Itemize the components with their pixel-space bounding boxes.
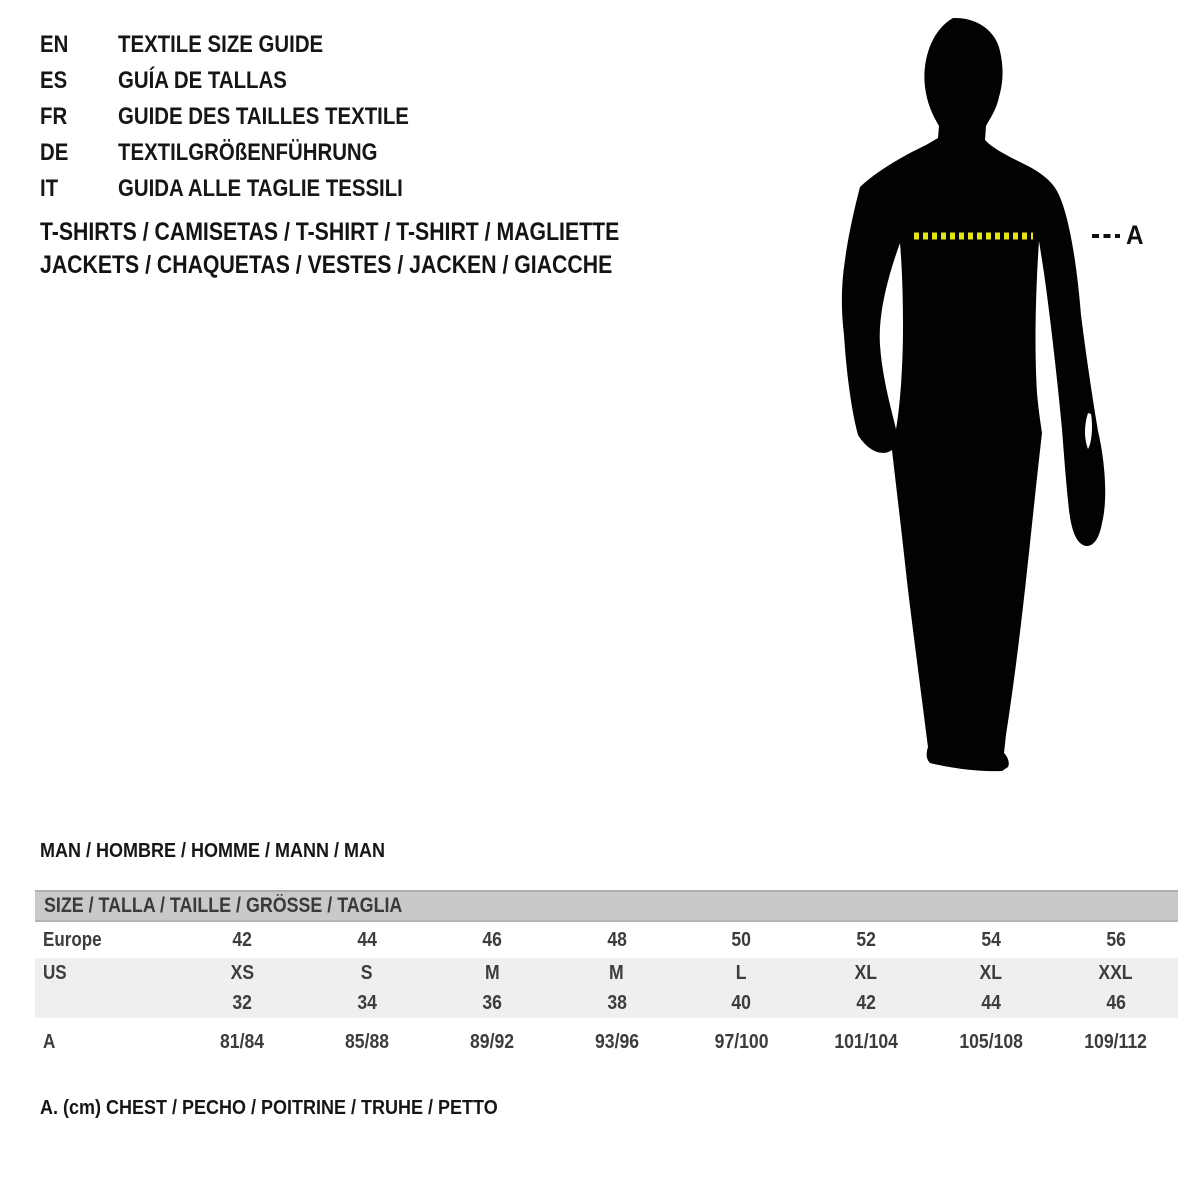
cell-value: 109/112	[1084, 1030, 1147, 1053]
lang-code: IT	[40, 175, 59, 202]
lang-title: GUÍA DE TALLAS	[118, 67, 287, 94]
lang-code: ES	[40, 67, 68, 94]
cell-value: 36	[482, 991, 502, 1014]
measurement-footnote: A. (cm) CHEST / PECHO / POITRINE / TRUHE / PETTO	[40, 1097, 498, 1119]
category-line-tshirts: T-SHIRTS / CAMISETAS / T-SHIRT / T-SHIRT / MAGLIETTE	[40, 218, 620, 246]
category-line-jackets: JACKETS / CHAQUETAS / VESTES / JACKEN / GIACCHE	[40, 251, 613, 279]
cell-value: 44	[981, 991, 1001, 1014]
cell-value: 32	[232, 991, 253, 1014]
lang-title: TEXTILE SIZE GUIDE	[118, 31, 324, 58]
language-list	[40, 27, 460, 207]
size-table-section	[35, 890, 1178, 1060]
cell-value: 38	[606, 991, 627, 1014]
lang-row-fr	[40, 99, 460, 135]
cell-value: 105/108	[959, 1030, 1023, 1053]
lang-title: TEXTILGRÖßENFÜHRUNG	[118, 139, 378, 166]
cell-value: 48	[606, 928, 627, 951]
cell-value: M	[609, 961, 624, 984]
lang-code: FR	[40, 103, 68, 130]
row-label: A	[43, 1030, 56, 1053]
cell-value: XL	[854, 961, 878, 984]
table-row-numeric-size	[35, 988, 1178, 1018]
cell-value: 54	[981, 928, 1001, 951]
table-row-us	[35, 958, 1178, 988]
row-label: US	[43, 961, 67, 984]
cell-value: XXL	[1098, 961, 1133, 984]
cell-value: 89/92	[469, 1030, 514, 1053]
table-row-europe	[35, 922, 1178, 958]
cell-value: 93/96	[594, 1030, 639, 1053]
cell-value: S	[361, 961, 373, 984]
cell-value: 56	[1105, 928, 1126, 951]
section-title: MAN / HOMBRE / HOMME / MANN / MAN	[40, 840, 385, 862]
cell-value: 81/84	[220, 1030, 265, 1053]
category-block	[40, 216, 721, 282]
table-row-chest-cm	[35, 1018, 1178, 1060]
row-label: Europe	[43, 928, 102, 951]
cell-value: 46	[482, 928, 502, 951]
cell-value: 85/88	[345, 1030, 390, 1053]
man-silhouette	[830, 15, 1150, 777]
cell-value: 50	[731, 928, 752, 951]
cell-value: 97/100	[714, 1030, 769, 1053]
cell-value: L	[735, 961, 747, 984]
cell-value: 52	[856, 928, 876, 951]
cell-value: XL	[979, 961, 1003, 984]
lang-code: EN	[40, 31, 69, 58]
cell-value: 42	[232, 928, 253, 951]
lang-title: GUIDE DES TAILLES TEXTILE	[118, 103, 409, 130]
cell-value: 42	[856, 991, 876, 1014]
man-silhouette-shape	[842, 18, 1105, 771]
cell-value: M	[484, 961, 500, 984]
measurement-figure	[830, 15, 1150, 777]
size-table	[35, 922, 1178, 1060]
size-table-header: SIZE / TALLA / TAILLE / GRÖSSE / TAGLIA	[35, 890, 1178, 922]
cell-value: 46	[1105, 991, 1126, 1014]
cell-value: 34	[357, 991, 377, 1014]
measure-label-a: A	[1126, 220, 1144, 250]
lang-row-it	[40, 171, 460, 207]
lang-row-de	[40, 135, 460, 171]
cell-value: 101/104	[834, 1030, 898, 1053]
lang-row-en	[40, 27, 460, 63]
cell-value: 40	[731, 991, 752, 1014]
cell-value: 44	[357, 928, 377, 951]
lang-title: GUIDA ALLE TAGLIE TESSILI	[118, 175, 403, 202]
cell-value: XS	[230, 961, 255, 984]
lang-row-es	[40, 63, 460, 99]
lang-code: DE	[40, 139, 69, 166]
